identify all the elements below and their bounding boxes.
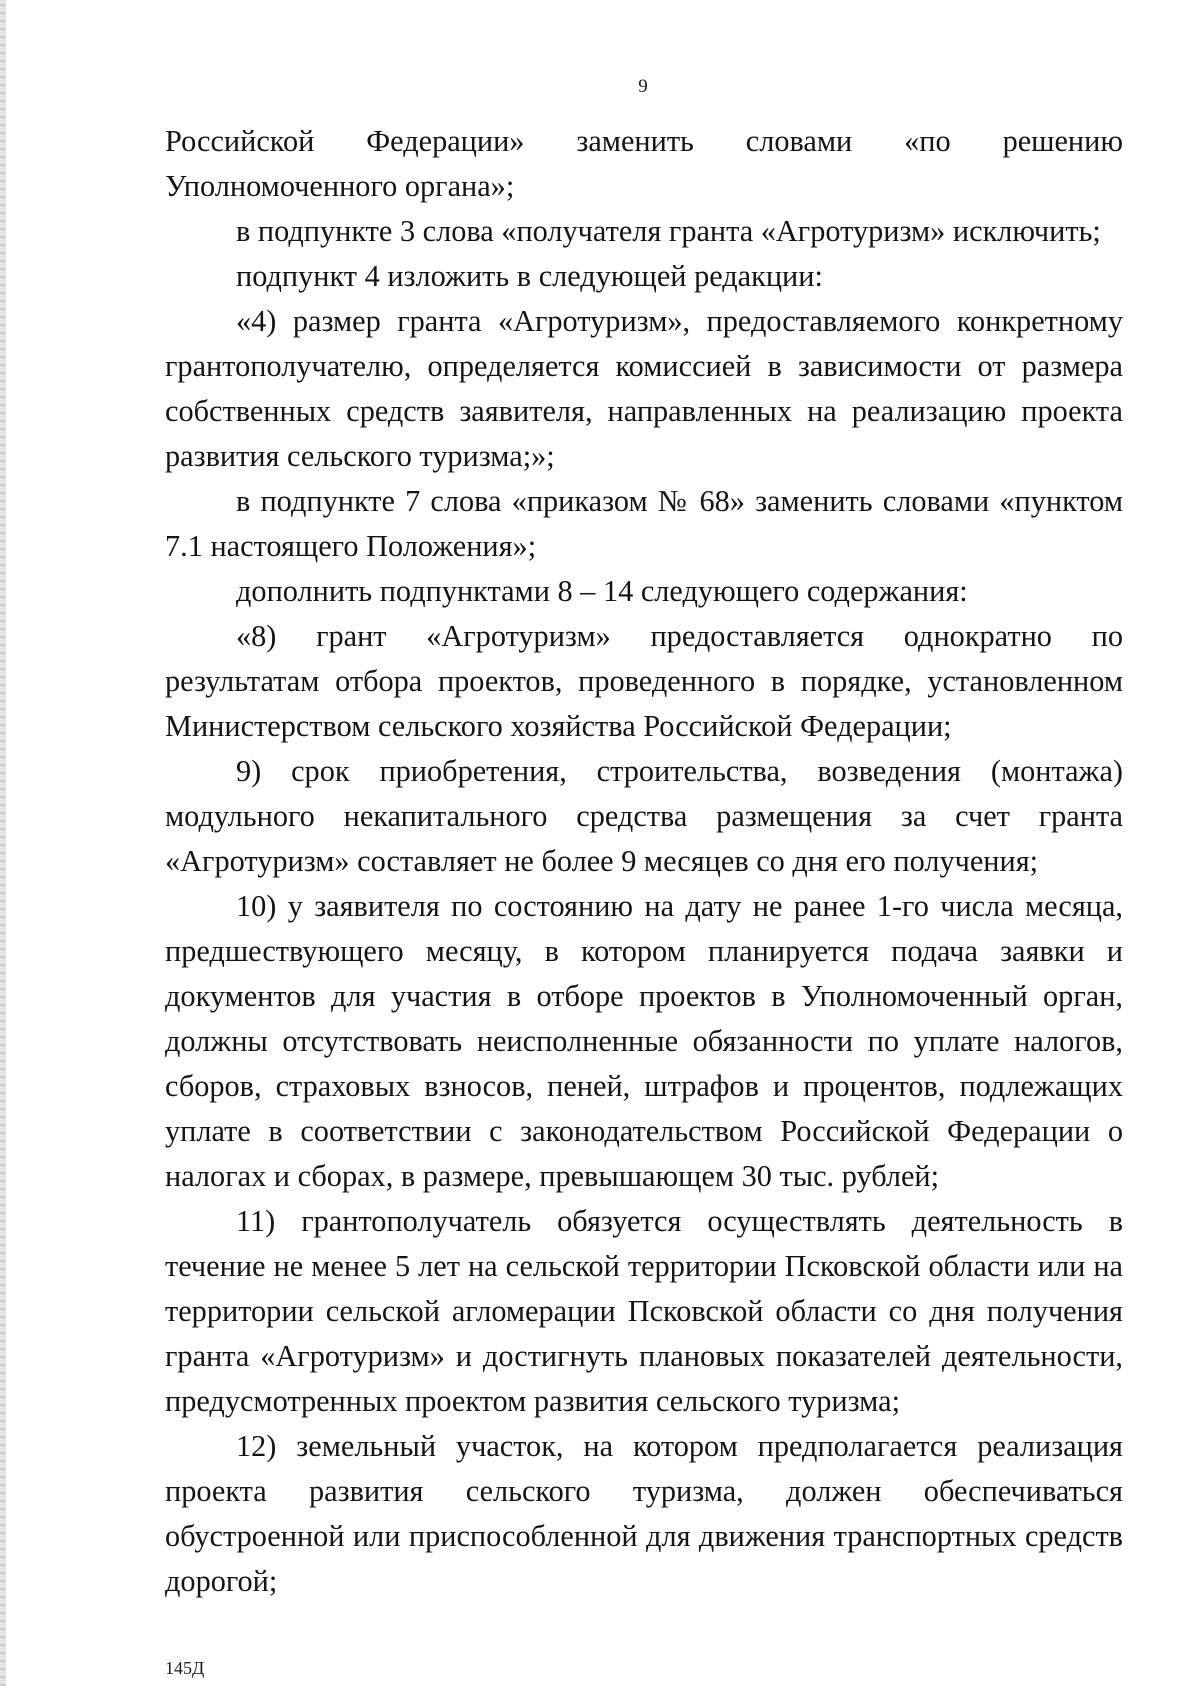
paragraph-subpoint-4-intro: подпункт 4 изложить в следующей редакции: [236,259,823,293]
paragraph-subpoint-4-text: «4) размер гранта «Агротуризм», предоставляемого конкретному грантополучателю, определяется комиссией в зависимости от размера собственных средств заявителя, направленных на реализацию проекта развития сельского туризма;»; [165,304,1123,473]
paragraph-subpoint-9: 9) срок приобретения, строительства, возведения (монтажа) модульного некапитального средства размещения за счет гранта «Агротуризм» составляет не более 9 месяцев со дня его получения; [165,754,1123,878]
page-number: 9 [638,76,648,97]
document-body [165,119,1123,1604]
scan-edge-shadow [0,0,6,1686]
paragraph-subpoint-8: «8) грант «Агротуризм» предоставляется однократно по результатам отбора проектов, проведенного в порядке, установленном Министерством сельского хозяйства Российской Федерации; [165,619,1123,743]
paragraph-subpoint-10: 10) у заявителя по состоянию на дату не ранее 1-го числа месяца, предшествующего месяцу, в котором планируется подача заявки и документов для участия в отборе проектов в Уполномоченный орган, должны отсутствовать неисполненные обязанности по уплате налогов, сборов, страховых взносов, пеней, штрафов и процентов, подлежащих уплате в соответствии с законодательством Российской Федерации о налогах и сборах, в размере, превышающем 30 тыс. рублей; [165,889,1123,1193]
paragraph-subpoint-7-amendment: в подпункте 7 слова «приказом № 68» заменить словами «пунктом 7.1 настоящего Положения»; [165,484,1123,563]
paragraph-subpoint-12: 12) земельный участок, на котором предполагается реализация проекта развития сельского туризма, должен обеспечиваться обустроенной или приспособленной для движения транспортных средств дорогой; [165,1429,1123,1598]
paragraph-subpoint-3-amendment: в подпункте 3 слова «получателя гранта «Агротуризм» исключить; [236,214,1101,248]
paragraph-subpoint-11: 11) грантополучатель обязуется осуществлять деятельность в течение не менее 5 лет на сельской территории Псковской области или на территории сельской агломерации Псковской области со дня получения гранта «Агротуризм» и достигнуть плановых показателей деятельности, предусмотренных проектом развития сельского туризма; [165,1204,1123,1418]
paragraph-continuation: Российской Федерации» заменить словами «по решению Уполномоченного органа»; [165,124,1123,203]
footer-document-code: 145Д [165,1658,205,1678]
paragraph-add-subpoints-intro: дополнить подпунктами 8 – 14 следующего содержания: [236,574,968,608]
